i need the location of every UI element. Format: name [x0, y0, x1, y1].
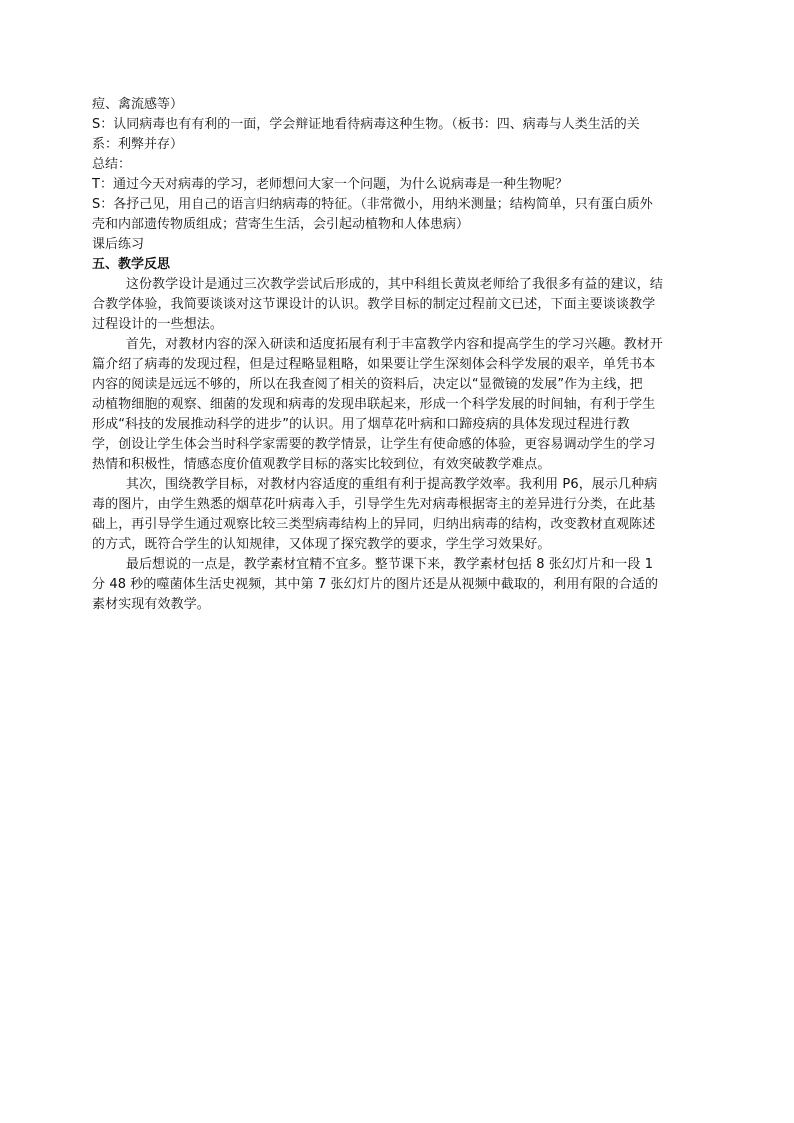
text-line: S：各抒己见，用自己的语言归纳病毒的特征。（非常微小，用纳米测量；结构简单，只有蛋白质外 — [92, 197, 653, 212]
text-line: 合教学体验，我简要谈谈对这节课设计的认识。教学目标的制定过程前文已述，下面主要谈谈教学 — [92, 297, 656, 312]
text-line: 首先，对教材内容的深入研读和适度拓展有利于丰富教学内容和提高学生的学习兴趣。教材开 — [92, 337, 663, 352]
text-line: 过程设计的一些想法。 — [92, 317, 224, 332]
text-line: 其次，围绕教学目标，对教材内容适度的重组有利于提高教学效率。我利用 P6，展示几种病 — [92, 477, 658, 492]
paragraph-1 — [92, 275, 704, 335]
text-line: 内容的阅读是远远不够的，所以在我查阅了相关的资料后，决定以“显微镜的发展”作为主线，把 — [92, 377, 643, 392]
text-line: 篇介绍了病毒的发现过程，但是过程略显粗略，如果要让学生深刻体会科学发展的艰辛，单凭书本 — [92, 357, 656, 372]
text-line: 总结： — [92, 157, 132, 172]
text-line: 系：利弊并存） — [92, 137, 184, 152]
paragraph-4 — [92, 555, 704, 615]
text-line: 素材实现有效教学。 — [92, 597, 210, 612]
text-line: 的方式，既符合学生的认知规律，又体现了探究教学的要求，学生学习效果好。 — [92, 537, 551, 552]
text-line: 础上，再引导学生通过观察比较三类型病毒结构上的异同，归纳出病毒的结构，改变教材直观陈述 — [92, 517, 656, 532]
text-line: 课后练习 — [92, 237, 145, 252]
text-line: 动植物细胞的观察、细菌的发现和病毒的发现串联起来，形成一个科学发展的时间轴，有利于学生 — [92, 397, 656, 412]
text-line: 壳和内部遗传物质组成；营寄生生活，会引起动植物和人体患病） — [92, 217, 470, 232]
text-line: S：认同病毒也有有利的一面，学会辩证地看待病毒这种生物。（板书：四、病毒与人类生活的关 — [92, 117, 640, 132]
text-line: 热情和积极性，情感态度价值观教学目标的落实比较到位，有效突破教学难点。 — [92, 457, 551, 472]
text-line: 学，创设让学生体会当时科学家需要的教学情景，让学生有使命感的体验，更容易调动学生的学习 — [92, 437, 656, 452]
text-line: 最后想说的一点是，教学素材宜精不宜多。整节课下来，教学素材包括 8 张幻灯片和一段 1 — [92, 557, 654, 572]
text-line: 痘、禽流感等） — [92, 97, 184, 112]
text-line: 形成“科技的发展推动科学的进步”的认识。用了烟草花叶病和口蹄疫病的具体发现过程进行教 — [92, 417, 630, 432]
text-line: 分 48 秒的噬菌体生活史视频，其中第 7 张幻灯片的图片还是从视频中截取的，利用有限的合适的 — [92, 577, 659, 592]
paragraph-2 — [92, 335, 704, 475]
paragraph-3 — [92, 475, 704, 555]
section-heading: 五、教学反思 — [92, 257, 171, 272]
document-page — [92, 95, 704, 615]
text-line: T：通过今天对病毒的学习，老师想问大家一个问题，为什么说病毒是一种生物呢？ — [92, 177, 568, 192]
text-line: 这份教学设计是通过三次教学尝试后形成的，其中科组长黄岚老师给了我很多有益的建议，结 — [92, 277, 663, 292]
text-line: 毒的图片，由学生熟悉的烟草花叶病毒入手，引导学生先对病毒根据寄主的差异进行分类，在此基 — [92, 497, 656, 512]
